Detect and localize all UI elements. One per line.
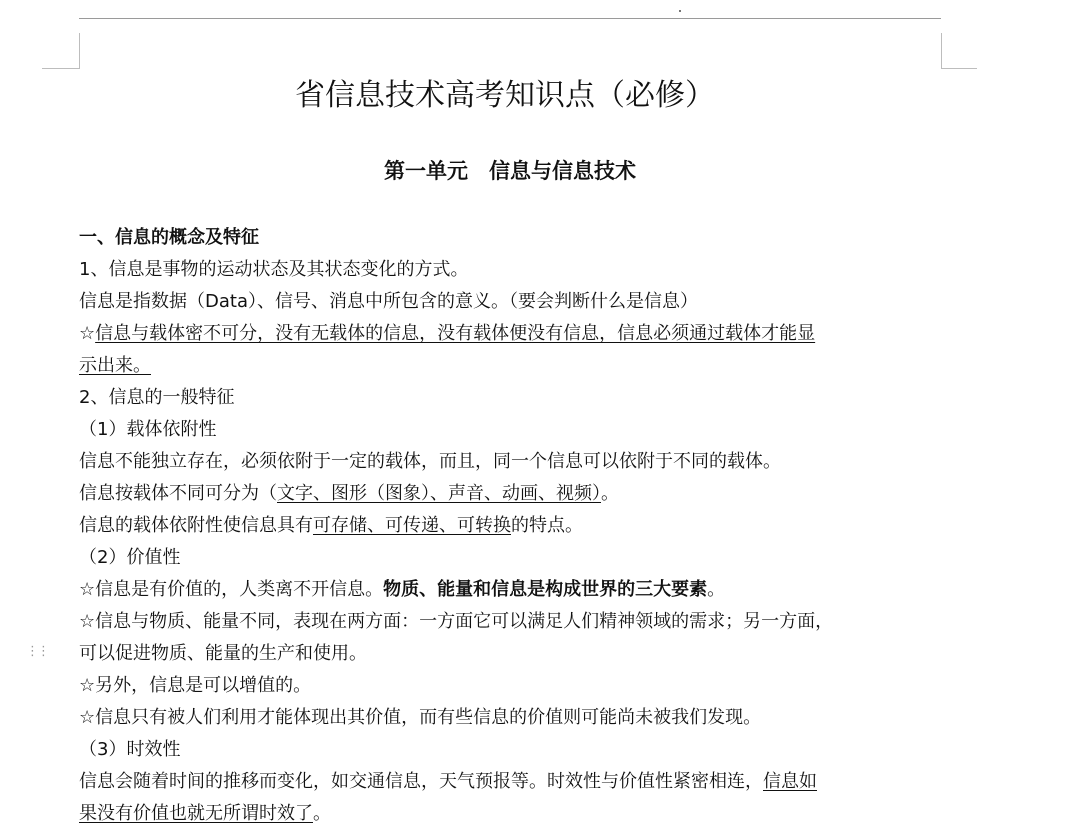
crop-mark-right-vertical: [941, 33, 942, 69]
paragraph-line: 1、信息是事物的运动状态及其状态变化的方式。: [79, 259, 469, 280]
drag-handle-icon[interactable]: ⋮⋮: [26, 644, 48, 659]
paragraph-line: [79, 770, 817, 794]
header-dot: [679, 10, 681, 12]
text-run: ☆信息是有价值的，人类离不开信息。: [79, 579, 384, 600]
paragraph-line: ☆信息与物质、能量不同，表现在两方面：一方面它可以满足人们精神领域的需求；另一方面，: [79, 611, 834, 632]
paragraph-line: 信息不能独立存在，必须依附于一定的载体，而且，同一个信息可以依附于不同的载体。: [79, 451, 781, 472]
crop-mark-left-vertical: [79, 33, 80, 69]
underlined-text: 信息如: [763, 771, 817, 792]
paragraph-line: [79, 322, 815, 346]
paragraph-line: [79, 482, 619, 506]
paragraph-line: ☆另外，信息是可以增值的。: [79, 675, 312, 696]
underlined-text: 果没有价值也就无所谓时效了: [79, 803, 313, 824]
item-heading: （2）价值性: [79, 547, 181, 568]
text-run: 的特点。: [511, 515, 583, 536]
text-run: 。: [313, 803, 331, 824]
paragraph-line: [79, 578, 725, 602]
document-title: 省信息技术高考知识点（必修）: [295, 78, 715, 113]
item-heading: （3）时效性: [79, 739, 181, 760]
text-run: 。: [707, 579, 726, 600]
underlined-text: 文字、图形（图象）、声音、动画、视频）: [277, 483, 601, 504]
text-run: 信息会随着时间的推移而变化，如交通信息，天气预报等。时效性与价值性紧密相连，: [79, 771, 763, 792]
item-heading: （1）载体依附性: [79, 419, 217, 440]
text-run: 。: [601, 483, 619, 504]
underlined-text: 可存储、可传递、可转换: [313, 515, 511, 536]
text-run: 信息按载体不同可分为（: [79, 483, 277, 504]
crop-mark-right-horizontal: [941, 68, 977, 69]
paragraph-line: [79, 514, 583, 538]
crop-mark-left-horizontal: [42, 68, 79, 69]
paragraph-line: ☆信息只有被人们利用才能体现出其价值，而有些信息的价值则可能尚未被我们发现。: [79, 707, 762, 728]
star-marker: ☆: [79, 323, 96, 344]
underlined-text: 示出来。: [79, 355, 151, 376]
bold-text: 物质、能量和信息是构成世界的三大要素: [383, 579, 708, 600]
section-heading: 一、信息的概念及特征: [79, 227, 259, 248]
subsection-heading: 2、信息的一般特征: [79, 387, 235, 408]
text-run: 信息的载体依附性使信息具有: [79, 515, 313, 536]
paragraph-line: 信息是指数据（Data）、信号、消息中所包含的意义。（要会判断什么是信息）: [79, 291, 698, 312]
unit-heading: 第一单元 信息与信息技术: [384, 158, 636, 183]
header-rule: [79, 18, 941, 19]
underlined-text: 信息与载体密不可分，没有无载体的信息，没有载体便没有信息，信息必须通过载体才能显: [95, 323, 816, 344]
paragraph-line: [79, 802, 331, 826]
paragraph-line: 可以促进物质、能量的生产和使用。: [79, 643, 367, 664]
